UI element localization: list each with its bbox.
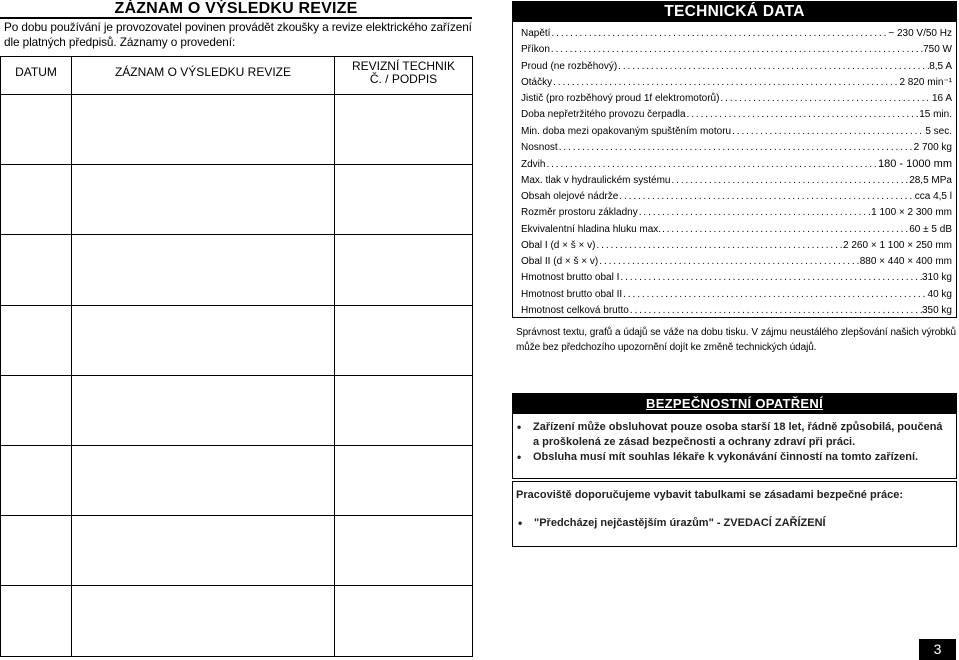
spec-label: Obal I (d × š × v) [521,239,596,251]
spec-leader-dots [550,42,923,58]
spec-row [521,42,952,58]
revision-table [0,56,473,657]
safety-title [513,394,956,414]
spec-value: 350 kg [921,305,952,317]
spec-label: Příkon [521,44,550,56]
spec-label: Obsah olejové nádrže [521,190,619,202]
table-cell[interactable] [72,165,335,235]
table-cell[interactable] [335,305,473,375]
safety-list [513,414,956,465]
table-cell[interactable] [1,586,72,656]
spec-leader-dots [595,238,843,254]
table-cell[interactable] [335,235,473,305]
safety-item: • Zařízení může obsluhovat pouze osoba starší 18 let, řádně způsobilá, poučená a proškolená ze zásad bezpečnosti a ochrany zdraví při práci. [515,420,950,450]
table-cell[interactable] [335,95,473,165]
spec-leader-dots [617,59,929,75]
spec-row [521,222,952,238]
table-cell[interactable] [335,445,473,515]
spec-row [521,270,952,286]
spec-value: 60 ± 5 dB [909,223,952,235]
spec-label: Obal II (d × š × v) [521,256,599,268]
spec-leader-dots [629,303,922,319]
revision-section [0,0,472,86]
table-cell[interactable] [1,95,72,165]
spec-label: Doba nepřetržitého provozu čerpadla [521,109,686,121]
revision-table-header [1,57,473,95]
spec-row [521,75,952,91]
spec-row [521,254,952,270]
table-cell[interactable] [1,445,72,515]
safety-title-text: BEZPEČNOSTNÍ OPATŘENÍ [646,396,823,411]
table-row [1,445,473,515]
spec-label: Nosnost [521,142,558,154]
spec-label: Otáčky [521,76,553,88]
table-cell[interactable] [72,305,335,375]
spec-label: Max. tlak v hydraulickém systému [521,174,671,186]
spec-row [521,59,952,75]
spec-row [521,189,952,205]
safety-item: • Obsluha musí mít souhlas lékaře k vykonávání činností na tomto zařízení. [515,450,950,465]
spec-value: 15 min. [919,109,952,121]
spec-value: 880 × 440 × 400 mm [859,256,952,268]
spec-value: 40 kg [927,288,952,300]
spec-value: cca 4,5 l [914,190,952,202]
spec-value: 310 kg [921,272,952,284]
spec-leader-dots [731,124,925,140]
revision-intro: Po dobu používání je provozovatel povinen provádět zkoušky a revize elektrického zařízení dle platných předpisů. Záznamy o provedení: [4,20,472,49]
spec-label: Min. doba mezi opakovaným spuštěním motoru [521,125,732,137]
col-header-date: DATUM [1,57,72,95]
spec-leader-dots [622,287,927,303]
spec-label: Zdvih [521,159,546,171]
table-row [1,305,473,375]
spec-leader-dots [558,140,914,156]
table-cell[interactable] [72,95,335,165]
spec-value: ~ 230 V/50 Hz [888,28,952,39]
spec-leader-dots [661,222,909,238]
spec-leader-dots [619,270,922,286]
table-cell[interactable] [72,375,335,445]
spec-leader-dots [671,173,910,189]
spec-leader-dots [618,189,914,205]
table-cell[interactable] [72,516,335,586]
spec-value: 5 sec. [925,125,952,137]
spec-value: 28,5 MPa [909,174,952,186]
safety-box [512,393,957,479]
col-header-technician-line2: Č. / PODPIS [369,72,438,86]
spec-row [521,107,952,123]
table-row [1,235,473,305]
workplace-item: • "Předcházej nejčastějším úrazům" - ZVEDACÍ ZAŘÍZENÍ [516,516,952,530]
spec-row [521,173,952,189]
table-cell[interactable] [72,445,335,515]
spec-row [521,238,952,254]
spec-row [521,287,952,303]
table-row [1,95,473,165]
spec-value: 8,5 A [929,60,952,72]
table-cell[interactable] [72,235,335,305]
disclaimer-text: Správnost textu, grafů a údajů se váže na dobu tisku. V zájmu neustálého zlepšování našich výrobků může bez předchozího upozornění dojít ke změně technických údajů. [516,327,956,353]
spec-label: Proud (ne rozběhový) [521,60,618,72]
spec-leader-dots [550,26,888,42]
spec-label: Hmotnost brutto obal I [521,272,620,284]
spec-value: 2 820 min⁻¹ [899,76,952,88]
spec-leader-dots [552,75,899,91]
table-cell[interactable] [335,586,473,656]
spec-label: Napětí [521,28,551,39]
spec-value: 1 100 × 2 300 mm [871,207,952,219]
spec-row [521,303,952,319]
spec-row [521,156,952,172]
revision-title: ZÁZNAM O VÝSLEDKU REVIZE [0,0,472,19]
spec-row [521,205,952,221]
table-row [1,586,473,656]
table-cell[interactable] [1,165,72,235]
spec-leader-dots [686,107,920,123]
spec-leader-dots [638,205,871,221]
col-header-technician [335,57,473,95]
table-cell[interactable] [1,516,72,586]
table-row [1,516,473,586]
table-cell[interactable] [1,375,72,445]
col-header-technician-line1: REVIZNÍ TECHNIK [351,59,456,73]
spec-value: 16 A [931,93,952,105]
spec-value: 2 700 kg [913,142,952,154]
page-number: 3 [919,639,956,660]
table-cell[interactable] [1,305,72,375]
spec-value: 180 - 1000 mm [878,158,952,171]
spec-label: Jistič (pro rozběhový proud 1f elektromotorů) [521,93,720,105]
col-header-result: ZÁZNAM O VÝSLEDKU REVIZE [72,57,335,95]
spec-label: Hmotnost brutto obal II [521,288,623,300]
spec-label: Rozměr prostoru základny [521,207,638,219]
table-cell[interactable] [1,235,72,305]
technical-data-title: TECHNICKÁ DATA [512,1,957,22]
table-cell[interactable] [335,516,473,586]
spec-leader-dots [545,157,878,172]
spec-row [521,26,952,42]
table-cell[interactable] [335,375,473,445]
spec-label: Hmotnost celková brutto [521,305,629,317]
workplace-text: Pracoviště doporučujeme vybavit tabulkami se zásadami bezpečné práce: [516,489,903,501]
spec-row [521,124,952,140]
spec-label: Ekvivalentní hladina hluku max. [521,223,662,235]
workplace-box [512,481,957,547]
spec-value: 750 W [923,44,952,56]
spec-leader-dots [719,91,932,107]
table-row [1,165,473,235]
spec-row [521,91,952,107]
spec-value: 2 260 × 1 100 × 250 mm [843,239,952,251]
technical-data-list [512,22,957,318]
table-cell[interactable] [72,586,335,656]
table-row [1,375,473,445]
spec-row [521,140,952,156]
table-cell[interactable] [335,165,473,235]
spec-leader-dots [598,254,859,270]
